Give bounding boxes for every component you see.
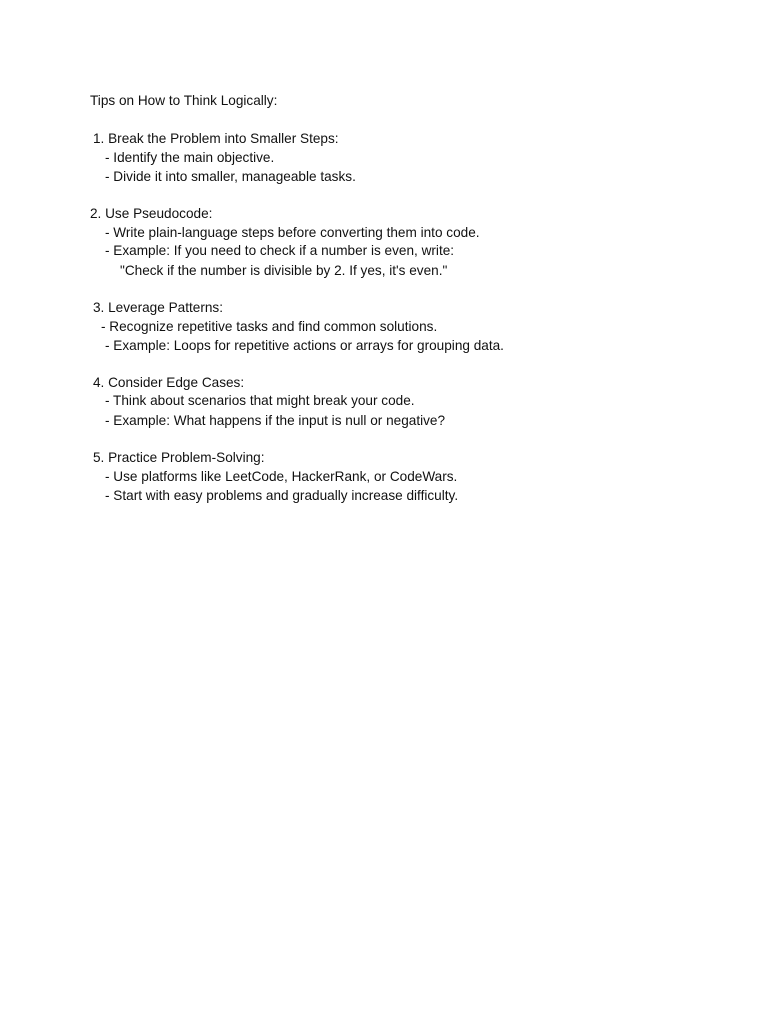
section-4-item-1: - Think about scenarios that might break your code. (105, 393, 415, 408)
section-5-item-1: - Use platforms like LeetCode, HackerRank, or CodeWars. (105, 469, 458, 484)
section-1-item-2: - Divide it into smaller, manageable tasks. (105, 169, 356, 184)
section-heading-1: 1. Break the Problem into Smaller Steps: (93, 131, 339, 146)
section-heading-3: 3. Leverage Patterns: (93, 300, 223, 315)
section-2-item-1: - Write plain-language steps before converting them into code. (105, 225, 480, 240)
section-heading-2: 2. Use Pseudocode: (90, 206, 213, 221)
document-title: Tips on How to Think Logically: (90, 93, 278, 108)
section-heading-5: 5. Practice Problem-Solving: (93, 450, 265, 465)
section-3-item-2: - Example: Loops for repetitive actions or arrays for grouping data. (105, 338, 504, 353)
section-1-item-1: - Identify the main objective. (105, 150, 275, 165)
section-3-item-1: - Recognize repetitive tasks and find common solutions. (101, 319, 438, 334)
section-2-item-2: - Example: If you need to check if a number is even, write: (105, 243, 455, 258)
section-4-item-2: - Example: What happens if the input is null or negative? (105, 413, 446, 428)
section-2-item-3: "Check if the number is divisible by 2. If yes, it's even." (120, 263, 448, 278)
section-heading-4: 4. Consider Edge Cases: (93, 375, 245, 390)
section-5-item-2: - Start with easy problems and gradually increase difficulty. (105, 488, 459, 503)
